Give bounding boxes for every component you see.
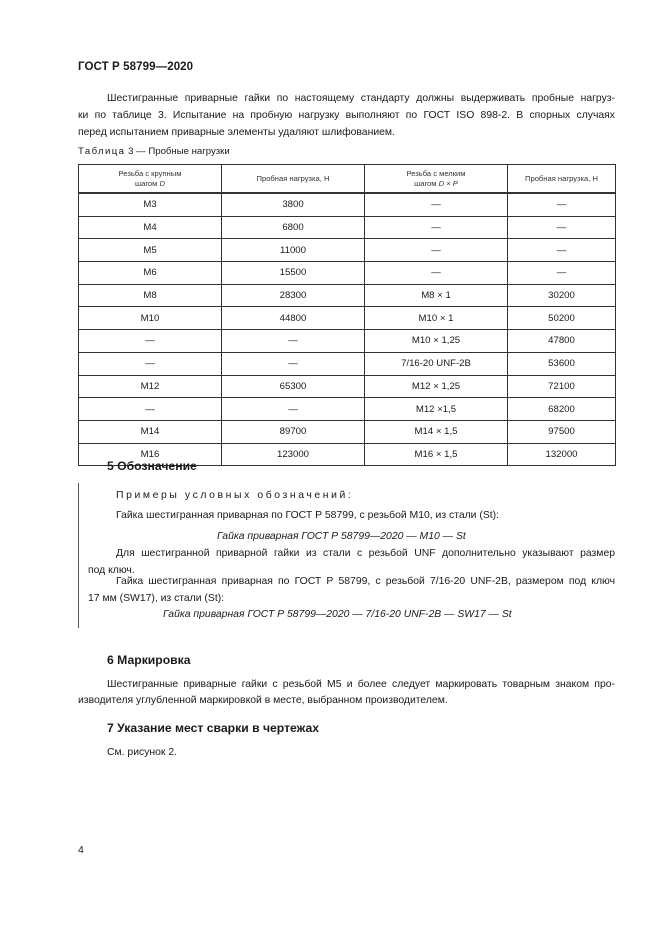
header-fine-line1: Резьба с мелким xyxy=(406,168,466,178)
header-fine-thread xyxy=(365,165,508,194)
intro-line-2: ки по таблице 3. Испытание на пробную нагрузку выполняют по ГОСТ ISO 898-2. В спорных случаях xyxy=(78,110,615,121)
table-caption-title: 3 — Пробные нагрузки xyxy=(125,146,230,157)
cell-coarse: — xyxy=(79,330,222,353)
section-7-text: См. рисунок 2. xyxy=(107,747,178,758)
cell-fine: — xyxy=(365,239,508,262)
header-proof-load-2: Пробная нагрузка, Н xyxy=(508,165,616,194)
cell-coarse: M3 xyxy=(79,193,222,216)
cell-coarse: — xyxy=(79,352,222,375)
cell-coarse: M14 xyxy=(79,420,222,443)
cell-load1: 28300 xyxy=(222,284,365,307)
cell-fine: 7/16-20 UNF-2B xyxy=(365,352,508,375)
example-3-designation: Гайка приварная ГОСТ Р 58799—2020 — 7/16-20 UNF-2B — SW17 — St xyxy=(163,609,512,620)
examples-label: Примеры условных обозначений: xyxy=(116,490,354,501)
cell-coarse: M6 xyxy=(79,262,222,285)
section-6-line-1: Шестигранные приварные гайки с резьбой M5 и более следует маркировать товарным знаком про- xyxy=(107,679,615,690)
cell-load1: 6800 xyxy=(222,216,365,239)
section-6-line-2: изводителя углубленной маркировкой в месте, выбранном производителем. xyxy=(78,695,448,706)
example-3-line-2: 17 мм (SW17), из стали (St): xyxy=(88,593,225,604)
cell-fine: — xyxy=(365,262,508,285)
table-caption-label: Таблица xyxy=(78,146,126,157)
example-margin-bar xyxy=(78,483,79,628)
cell-load2: — xyxy=(508,193,616,216)
cell-load2: 47800 xyxy=(508,330,616,353)
cell-load1: — xyxy=(222,398,365,421)
cell-coarse: M12 xyxy=(79,375,222,398)
table-row xyxy=(79,352,616,375)
cell-fine: M16 × 1,5 xyxy=(365,443,508,466)
cell-fine: M14 × 1,5 xyxy=(365,420,508,443)
cell-load1: 11000 xyxy=(222,239,365,262)
cell-coarse: M5 xyxy=(79,239,222,262)
example-1-designation: Гайка приварная ГОСТ Р 58799—2020 — M10 — St xyxy=(217,531,466,542)
table-row xyxy=(79,330,616,353)
example-3-line-1: Гайка шестигранная приварная по ГОСТ Р 58799, с резьбой 7/16-20 UNF-2B, размером под ключ xyxy=(116,576,615,587)
table-row xyxy=(79,375,616,398)
cell-load2: 97500 xyxy=(508,420,616,443)
cell-load1: 44800 xyxy=(222,307,365,330)
cell-load2: 132000 xyxy=(508,443,616,466)
table-row xyxy=(79,284,616,307)
cell-fine: M12 ×1,5 xyxy=(365,398,508,421)
table-caption xyxy=(78,146,230,157)
header-fine-var: D × P xyxy=(438,178,458,188)
cell-fine: M10 × 1,25 xyxy=(365,330,508,353)
cell-load2: — xyxy=(508,239,616,262)
document-header: ГОСТ Р 58799—2020 xyxy=(78,61,194,73)
header-coarse-line2: шагом xyxy=(135,178,160,188)
header-proof-load-1: Пробная нагрузка, Н xyxy=(222,165,365,194)
example-2-line-2: под ключ. xyxy=(88,565,135,576)
cell-fine: — xyxy=(365,216,508,239)
cell-load2: 72100 xyxy=(508,375,616,398)
proof-load-table xyxy=(78,164,616,466)
header-coarse-var: D xyxy=(159,178,165,188)
intro-line-3: перед испытанием приварные элементы удаляют шлифованием. xyxy=(78,127,395,138)
cell-load1: — xyxy=(222,330,365,353)
table-header-row xyxy=(79,165,616,194)
page-number: 4 xyxy=(78,845,84,856)
cell-load2: 68200 xyxy=(508,398,616,421)
header-fine-line2: шагом xyxy=(414,178,439,188)
section-7-heading: 7 Указание мест сварки в чертежах xyxy=(107,721,320,735)
cell-load1: 3800 xyxy=(222,193,365,216)
cell-load1: 89700 xyxy=(222,420,365,443)
header-coarse-thread xyxy=(79,165,222,194)
cell-load1: 123000 xyxy=(222,443,365,466)
header-coarse-line1: Резьба с крупным xyxy=(118,168,182,178)
cell-coarse: M16 xyxy=(79,443,222,466)
cell-load2: — xyxy=(508,262,616,285)
section-6-heading: 6 Маркировка xyxy=(107,653,191,667)
cell-load1: 65300 xyxy=(222,375,365,398)
cell-coarse: — xyxy=(79,398,222,421)
section-5-heading: 5 Обозначение xyxy=(107,459,197,473)
cell-fine: M10 × 1 xyxy=(365,307,508,330)
cell-coarse: M4 xyxy=(79,216,222,239)
example-1-text: Гайка шестигранная приварная по ГОСТ Р 58799, с резьбой M10, из стали (St): xyxy=(116,510,499,521)
cell-load2: 30200 xyxy=(508,284,616,307)
cell-load2: — xyxy=(508,216,616,239)
cell-coarse: M10 xyxy=(79,307,222,330)
table-row xyxy=(79,193,616,216)
table-row xyxy=(79,398,616,421)
table-row xyxy=(79,307,616,330)
table-row xyxy=(79,262,616,285)
intro-line-1: Шестигранные приварные гайки по настоящему стандарту должны выдерживать пробные нагруз- xyxy=(107,93,615,104)
cell-load1: 15500 xyxy=(222,262,365,285)
table-row xyxy=(79,420,616,443)
table-row xyxy=(79,239,616,262)
cell-load2: 53600 xyxy=(508,352,616,375)
cell-fine: M8 × 1 xyxy=(365,284,508,307)
cell-coarse: M8 xyxy=(79,284,222,307)
cell-fine: — xyxy=(365,193,508,216)
cell-load1: — xyxy=(222,352,365,375)
cell-load2: 50200 xyxy=(508,307,616,330)
cell-fine: M12 × 1,25 xyxy=(365,375,508,398)
example-2-line-1: Для шестигранной приварной гайки из стали с резьбой UNF дополнительно указывают размер xyxy=(116,548,615,559)
table-row xyxy=(79,216,616,239)
